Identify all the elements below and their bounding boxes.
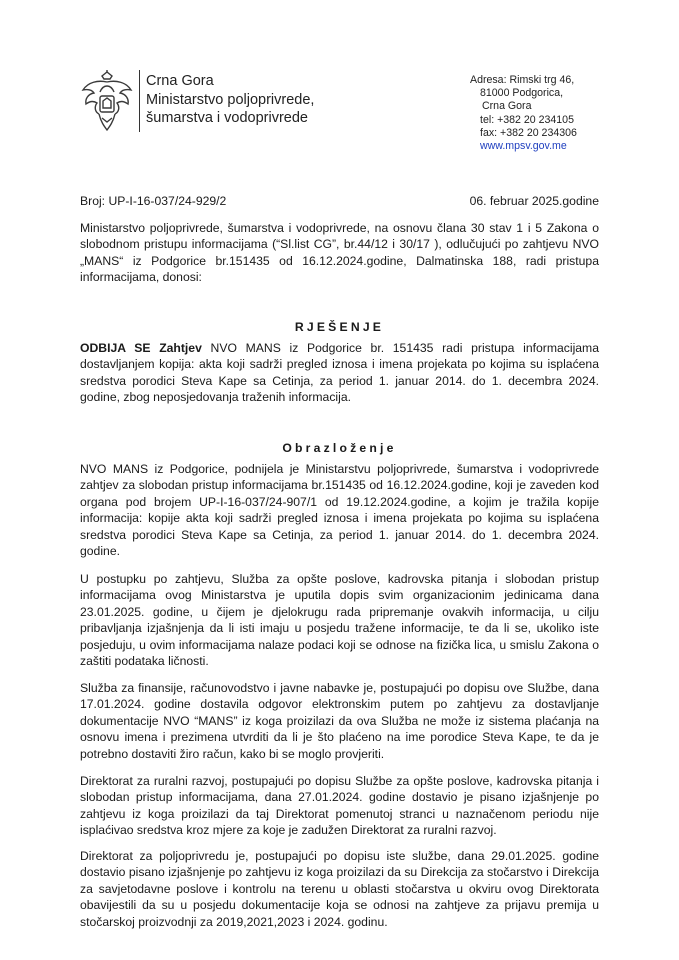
header-divider bbox=[139, 70, 140, 132]
reasoning-paragraph: U postupku po zahtjevu, Služba za opšte poslove, kadrovska pitanja i slobodan pristup informacijama ovog Ministarstva je uputila dopis svim organizacionim jedinicama dana 23.01.2025. godine, u čijem je djelokrugu rada pripremanje ovakvih informacija, u cilju pribavljanja izjašnjenja da li isti imaju u posjedu tražene informacije, te da li se, ukoliko iste posjeduju, u ovim informacijama nalaze podaci koji se odnose na fizička lica, u smislu Zakona o zaštiti podataka ličnosti. bbox=[80, 572, 599, 669]
address-line: Crna Gora bbox=[482, 100, 532, 113]
reasoning-paragraph: Služba za finansije, računovodstvo i javne nabavke je, postupajući po dopisu ove Službe, dana 17.01.2024. godine dostavila odgovor elektronskim putem po zahtjevu za dostavljanje dokumentacije NVO “MANS” iz koga proizilazi da ova Služba ne može iz sistema plaćanja na osnovu imena i prezimena utvrditi da li je što plaćeno na ime porodice Steva Kape, te da je potrebno dostaviti žiro račun, kako bi se moglo provjeriti. bbox=[80, 681, 599, 761]
document-number: Broj: UP-I-16-037/24-929/2 bbox=[80, 194, 227, 208]
address-line: 81000 Podgorica, bbox=[480, 87, 564, 100]
decision-heading: RJEŠENJE bbox=[294, 320, 385, 334]
reasoning-paragraph: Direktorat za poljoprivredu je, postupajući po dopisu iste službe, dana 29.01.2025. godine dostavio pisano izjašnjenje po zahtjevu iz koga proizilazi da su Direkcija za stočarstvo i Direkcija za savjetodavne poslove i kontrolu na terenu u oblasti stočarstva u okviru ovog Direktorata obavijestili da su u posjedu dokumentacije koja se odnosi na zahtjeve za prijavu premija u stočarskoj proizvodnji za 2019,2021,2023 i 2024. godinu. bbox=[80, 849, 599, 929]
address-block bbox=[470, 74, 577, 153]
coat-of-arms-icon bbox=[80, 70, 134, 132]
reasoning-heading: Obrazloženje bbox=[282, 441, 397, 455]
decision-paragraph bbox=[80, 340, 599, 406]
phone-line: tel: +382 20 234105 bbox=[480, 113, 574, 126]
fax-line: fax: +382 20 234306 bbox=[480, 126, 577, 139]
reasoning-paragraph: Direktorat za ruralni razvoj, postupajući po dopisu Službe za opšte poslove, kadrovska pitanja i slobodan pristup informacijama, dana 27.01.2024. godine dostavio je pisano izjašnjenje po zahtjevu iz koga proizilazi da taj Direktorat pomenutoj stranci u naznačenom periodu nije isplaćivao sredstva kroz mjere za koje je zadužen Direktorat za ruralni razvoj. bbox=[80, 774, 599, 838]
institution-line: Crna Gora bbox=[146, 73, 214, 89]
document-date: 06. februar 2025.godine bbox=[469, 194, 599, 208]
institution-line: Ministarstvo poljoprivrede, bbox=[146, 91, 315, 108]
institution-line: šumarstva i vodoprivrede bbox=[146, 110, 308, 126]
institution-name bbox=[146, 72, 314, 128]
reasoning-paragraph: NVO MANS iz Podgorice, podnijela je Ministarstvu poljoprivrede, šumarstva i vodoprivrede zahtjev za slobodan pristup informacijama br.151435 od 16.12.2024.godine, koji je zaveden kod organa pod brojem UP-I-16-037/24-907/1 od 19.12.2024.godine, a kojim je tražila kopije informacija: kopije akta koji sadrži pregled iznosa i imena projekata po kojima su isplaćena sredstva porodici Steva Kape sa Cetinja, za period 1. januar 2014. do 1. decembra 2024. godine. bbox=[80, 462, 599, 559]
intro-paragraph: Ministarstvo poljoprivrede, šumarstva i vodoprivrede, na osnovu člana 30 stav 1 i 5 Zakona o slobodnom pristupu informacijama (“Sl.list CG”, br.44/12 i 30/17 ), odlučujući po zahtjevu NVO „MANS“ iz Podgorice br.151435 od 16.12.2024.godine, Dalmatinska 188, radi pristupa informacijama, donosi: bbox=[80, 221, 599, 285]
address-line: Adresa: Rimski trg 46, bbox=[470, 74, 575, 86]
decision-lead: ODBIJA SE Zahtjev bbox=[80, 341, 202, 355]
website-link[interactable]: www.mpsv.gov.me bbox=[480, 140, 567, 153]
decision-text: NVO MANS iz Podgorice br. 151435 radi pristupa informacijama dostavljanjem kopija: akta koji sadrži pregled iznosa i imena projekata po kojima su isplaćena sredstva porodici Steva Kape sa Cetinja, za period 1. januar 2014. do 1. decembra 2024. godine, zbog neposjedovanja traženih informacija. bbox=[80, 341, 599, 405]
